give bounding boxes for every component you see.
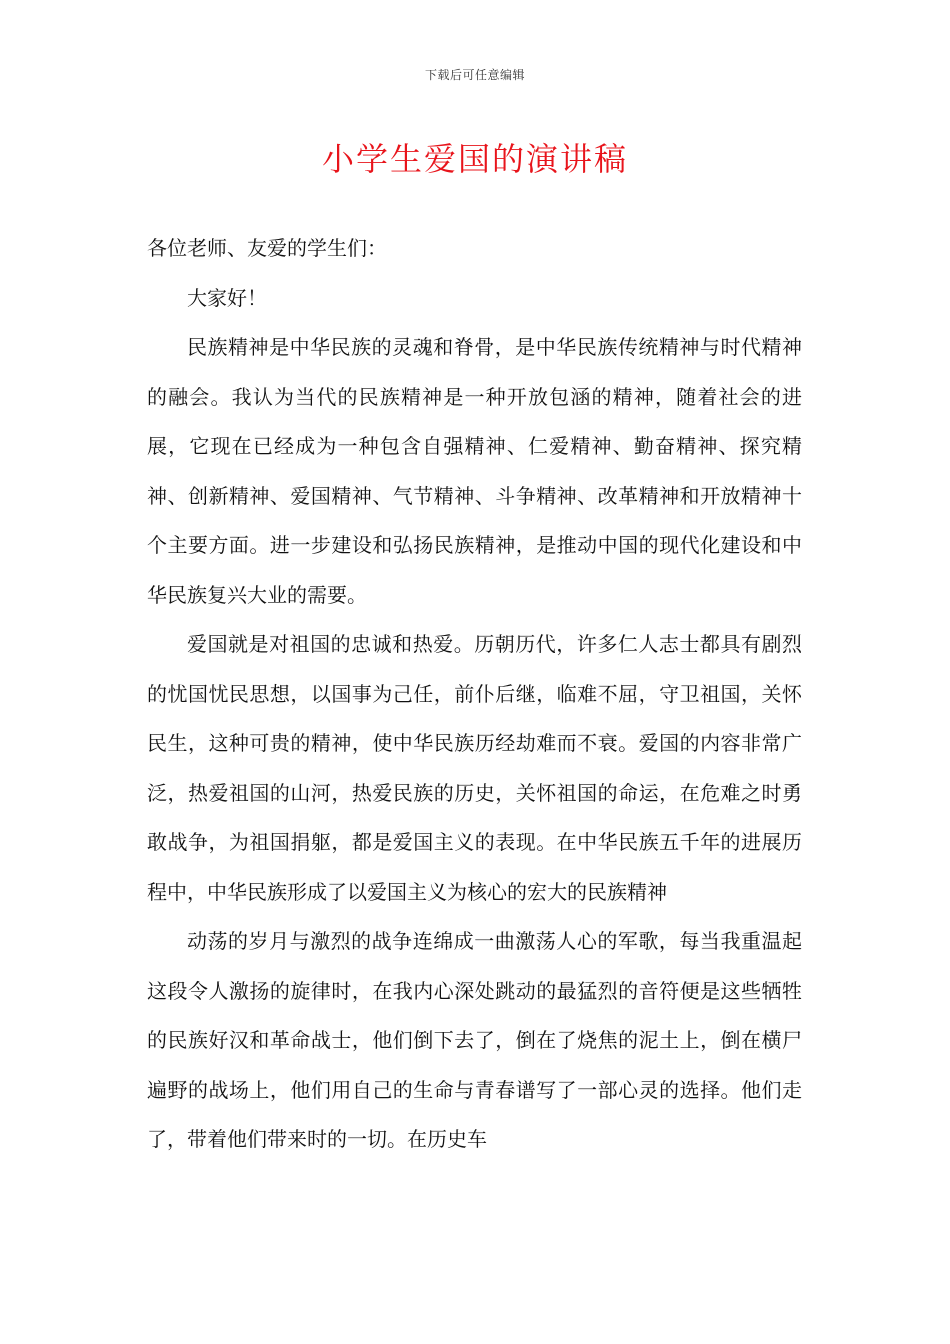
paragraph-greeting: 大家好！	[187, 285, 267, 310]
header-note: 下载后可任意编辑	[424, 68, 525, 82]
paragraph-patriotism: 爱国就是对祖国的忠诚和热爱。历朝历代，许多仁人志士都具有剧烈的忧国忧民思想，以国事为己任，前仆后继，临难不屈，守卫祖国，关怀民生，这种可贵的精神，使中华民族历经劫难而不衰。爱国的内容非常广泛，热爱祖国的山河，热爱民族的历史，关怀祖国的命运，在危难之时勇敢战争，为祖国捐躯，都是爱国主义的表现。在中华民族五千年的进展历程中，中华民族形成了以爱国主义为核心的宏大的民族精神	[147, 632, 802, 904]
salutation: 各位老师、友爱的学生们：	[147, 236, 387, 260]
document-title: 小学生爱国的演讲稿	[321, 140, 628, 178]
paragraph-heroes: 动荡的岁月与激烈的战争连绵成一曲激荡人心的军歌，每当我重温起这段令人激扬的旋律时，在我内心深处跳动的最猛烈的音符便是这些牺牲的民族好汉和革命战士，他们倒下去了，倒在了烧焦的泥土上，倒在横尸遍野的战场上，他们用自己的生命与青春谱写了一部心灵的选择。他们走了，带着他们带来时的一切。在历史车	[147, 929, 802, 1151]
document-body	[147, 224, 802, 1165]
paragraph-national-spirit: 民族精神是中华民族的灵魂和脊骨，是中华民族传统精神与时代精神的融会。我认为当代的民族精神是一种开放包涵的精神，随着社会的进展，它现在已经成为一种包含自强精神、仁爱精神、勤奋精神、探究精神、创新精神、爱国精神、气节精神、斗争精神、改革精神和开放精神十个主要方面。进一步建设和弘扬民族精神，是推动中国的现代化建设和中华民族复兴大业的需要。	[147, 335, 802, 607]
